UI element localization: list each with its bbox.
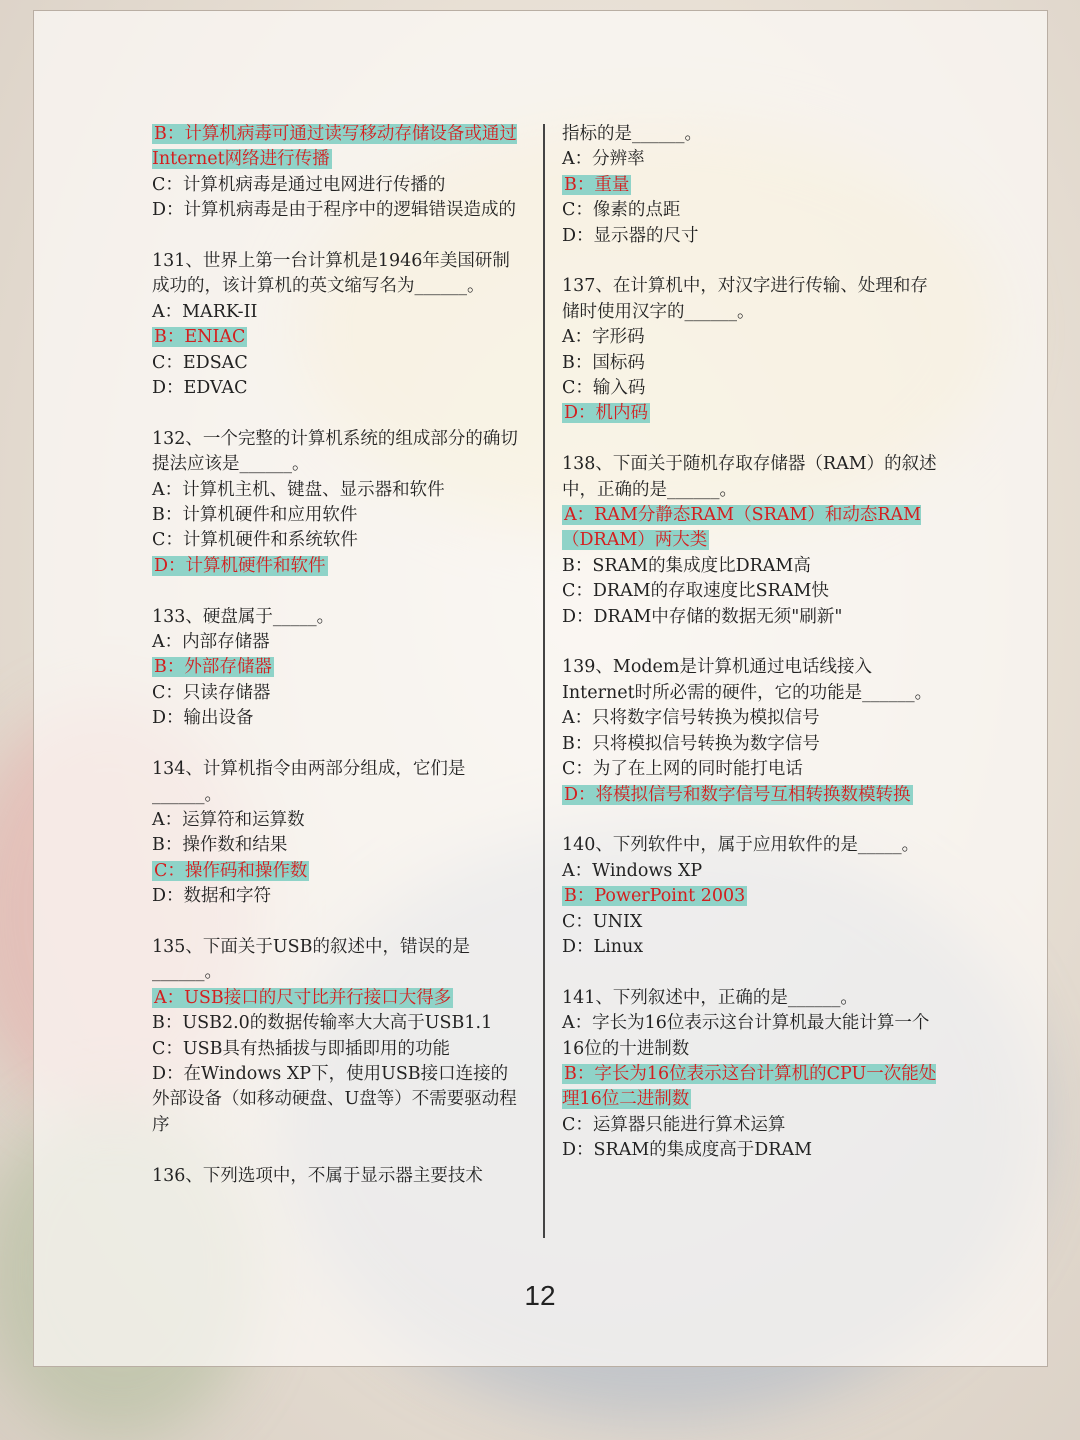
question-stem: 133、硬盘属于_____。 (152, 606, 335, 627)
question-130-options (152, 122, 524, 224)
answer-highlight: B：计算机病毒可通过读写移动存储设备或通过Internet网络进行传播 (152, 124, 517, 170)
option-b: B：SRAM的集成度比DRAM高 (562, 555, 811, 576)
option-c: C：运算器只能进行算术运算 (562, 1114, 786, 1135)
question-stem: 131、世界上第一台计算机是1946年美国研制成功的，该计算机的英文缩写名为______。 (152, 251, 510, 297)
option-a: A：只将数字信号转换为模拟信号 (562, 708, 820, 729)
question-stem: 132、一个完整的计算机系统的组成部分的确切提法应该是______。 (152, 428, 518, 475)
option-b: B：操作数和结果 (152, 835, 288, 856)
option-c: C：像素的点距 (562, 200, 681, 221)
question-stem: 138、下面关于随机存取存储器（RAM）的叙述中，正确的是______。 (562, 454, 937, 500)
question-138 (562, 452, 940, 630)
option-c: C：USB具有热插拔与即插即用的功能 (152, 1038, 450, 1059)
answer-highlight: C：操作码和操作数 (154, 860, 308, 881)
answer-highlight: A：USB接口的尺寸比并行接口大得多 (154, 987, 452, 1008)
option-c: C：计算机病毒是通过电网进行传播的 (152, 174, 446, 195)
option-a: A：运算符和运算数 (152, 809, 305, 830)
option-a: A：Windows XP (562, 860, 703, 881)
question-131 (152, 249, 524, 401)
answer-highlight: A：RAM分静态RAM（SRAM）和动态RAM（DRAM）两大类 (562, 505, 922, 551)
answer-highlight: B：ENIAC (154, 327, 246, 348)
option-c: C：EDSAC (152, 352, 248, 373)
answer-highlight: D：将模拟信号和数字信号互相转换数模转换 (564, 784, 911, 805)
option-d: D：DRAM中存储的数据无须"刷新" (562, 606, 843, 627)
option-d: D：EDVAC (152, 378, 248, 399)
question-137 (562, 274, 940, 426)
question-stem: 指标的是______。 (562, 124, 702, 144)
question-stem: 137、在计算机中，对汉字进行传输、处理和存储时使用汉字的______。 (562, 276, 928, 322)
question-140 (562, 833, 940, 960)
option-d: D：显示器的尺寸 (562, 225, 699, 246)
question-136-stem-start: 136、下列选项中，不属于显示器主要技术 (152, 1165, 483, 1186)
question-132 (152, 427, 524, 579)
answer-highlight: B：PowerPoint 2003 (564, 886, 746, 907)
option-b: B：国标码 (562, 352, 645, 373)
option-c: C：UNIX (562, 911, 643, 932)
option-c: C：为了在上网的同时能打电话 (562, 759, 803, 780)
answer-highlight: B：字长为16位表示这台计算机的CPU一次能处理16位二进制数 (562, 1063, 937, 1110)
option-a: A：内部存储器 (152, 632, 270, 653)
option-a: A：分辨率 (562, 149, 645, 170)
answer-highlight: D：机内码 (564, 403, 649, 424)
answer-highlight: D：计算机硬件和软件 (154, 555, 326, 576)
column-divider (543, 124, 545, 1238)
question-139 (562, 655, 940, 807)
question-141 (562, 986, 940, 1164)
option-c: C：计算机硬件和系统软件 (152, 530, 358, 551)
option-c: C：只读存储器 (152, 682, 271, 703)
option-c: C：DRAM的存取速度比SRAM快 (562, 581, 829, 602)
answer-highlight: B：重量 (564, 174, 630, 195)
option-a: A：字长为16位表示这台计算机最大能计算一个16位的十进制数 (562, 1013, 930, 1059)
question-stem: 140、下列软件中，属于应用软件的是_____。 (562, 835, 920, 856)
option-a: A：MARK-II (152, 301, 258, 322)
question-stem: 135、下面关于USB的叙述中，错误的是______。 (152, 936, 470, 983)
option-d: D：Linux (562, 936, 644, 957)
option-d: D：SRAM的集成度高于DRAM (562, 1140, 813, 1161)
option-d: D：输出设备 (152, 708, 254, 729)
question-stem: 134、计算机指令由两部分组成，它们是______。 (152, 759, 466, 805)
question-135 (152, 935, 524, 1138)
option-d: D：在Windows XP下，使用USB接口连接的外部设备（如移动硬盘、U盘等）不需要驱动程序 (152, 1063, 517, 1135)
option-a: A：字形码 (562, 327, 645, 348)
question-stem: 141、下列叙述中，正确的是______。 (562, 987, 858, 1008)
option-c: C：输入码 (562, 378, 646, 399)
option-b: B：只将模拟信号转换为数字信号 (562, 733, 820, 754)
question-stem: 139、Modem是计算机通过电话线接入Internet时所必需的硬件，它的功能是______。 (562, 657, 933, 703)
option-d: D：计算机病毒是由于程序中的逻辑错误造成的 (152, 200, 517, 221)
option-b: B：USB2.0的数据传输率大大高于USB1.1 (152, 1013, 493, 1034)
option-b: B：计算机硬件和应用软件 (152, 505, 358, 526)
right-column (562, 122, 940, 1164)
option-a: A：计算机主机、键盘、显示器和软件 (152, 479, 445, 500)
question-136 (562, 122, 940, 249)
left-column (152, 122, 524, 1189)
question-134 (152, 757, 524, 909)
question-133 (152, 605, 524, 732)
answer-highlight: B：外部存储器 (154, 657, 272, 678)
option-d: D：数据和字符 (152, 886, 272, 907)
page-number: 12 (524, 1280, 556, 1311)
